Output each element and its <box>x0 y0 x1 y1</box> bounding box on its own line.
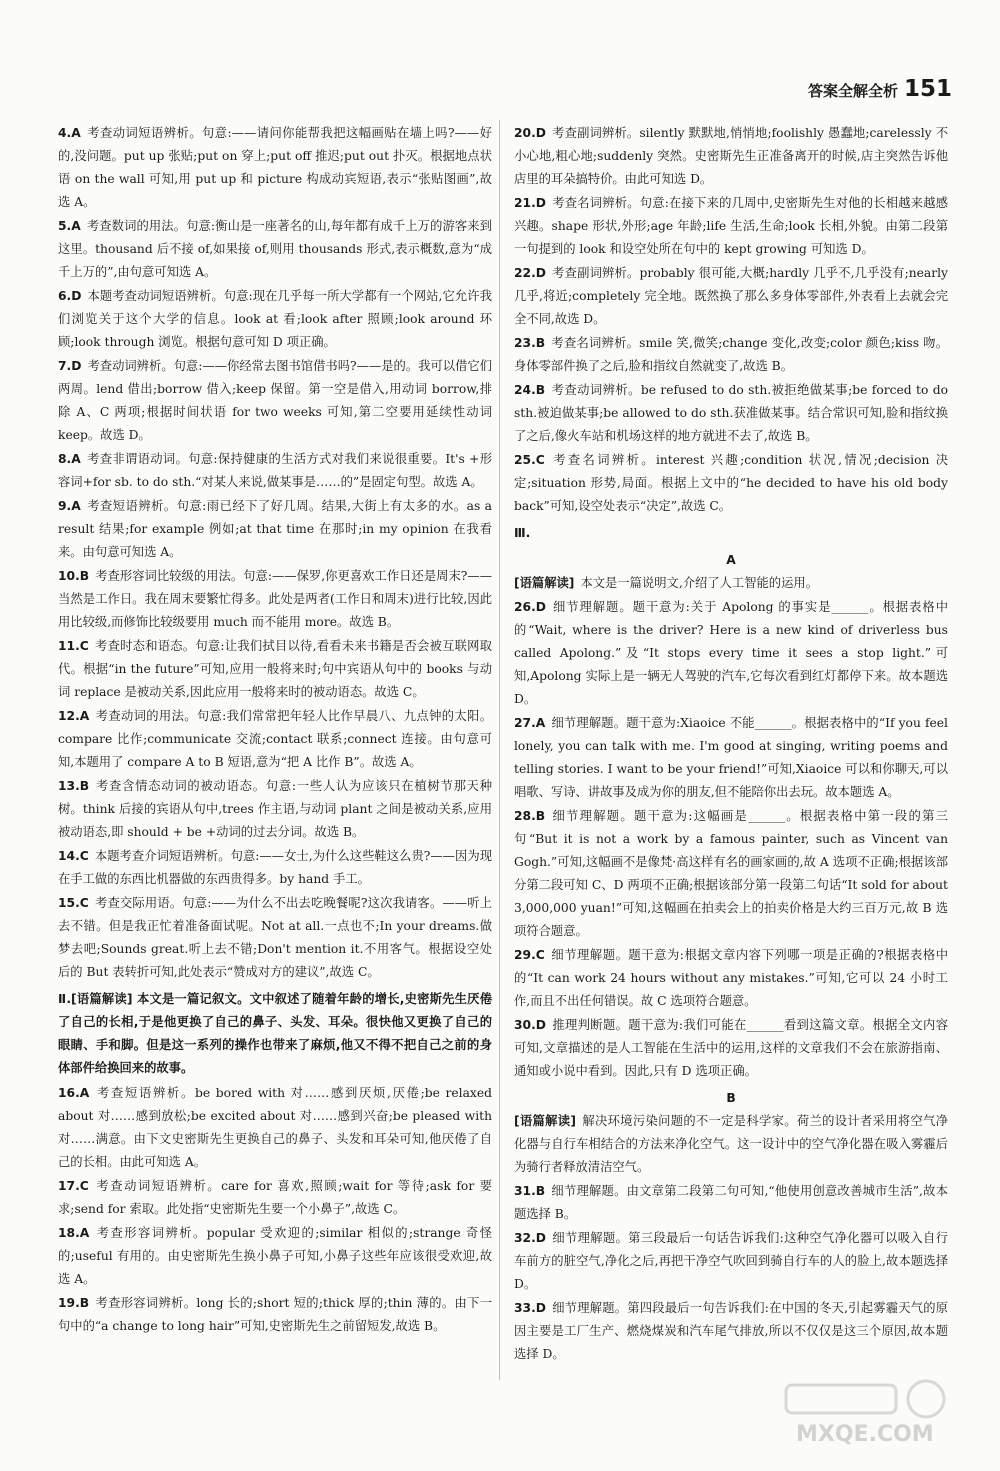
answer-explanation: 细节理解题。题干意为:关于 Apolong 的事实是______。根据表格中的“Wait, where is the driver? Here is a new kind of driverless bus called Apolong.”及“It stops every time it sees a stop light.”可知,Apolong 实际上是一辆无人驾驶的汽车,它每次看到红灯都停下来。故本题选 D。 <box>514 600 948 706</box>
answer-label: 9.A <box>58 499 81 513</box>
answer-item <box>58 705 492 774</box>
answer-item <box>514 449 948 518</box>
watermark-text: MXQE.COM <box>796 1422 934 1447</box>
answer-explanation: 考查形容词辨析。long 长的;short 短的;thick 厚的;thin 薄的。由下一句中的“a change to long hair”可知,史密斯先生之前留短发,故选 B。 <box>58 1296 492 1333</box>
answer-label: 25.C <box>514 453 545 467</box>
answer-explanation: 考查形容词比较级的用法。句意:——保罗,你更喜欢工作日还是周末?——当然是工作日。我在周末要繁忙得多。此处是两者(工作日和周末)进行比较,因此用比较级,而修饰比较级要用 much 而不能用 more。故选 B。 <box>58 569 492 629</box>
answer-label: 29.C <box>514 948 545 962</box>
answer-item <box>514 122 948 191</box>
passage-summary-text: 解决环境污染问题的不一定是科学家。荷兰的设计者采用将空气净化器与自行车相结合的方法来净化空气。这一设计中的空气净化器在吸入雾霾后为骑行者释放清洁空气。 <box>514 1114 948 1174</box>
answer-explanation: 本题考查介词短语辨析。句意:——女士,为什么这些鞋这么贵?——因为现在手工做的东西比机器做的东西贵得多。by hand 手工。 <box>58 849 492 886</box>
answer-explanation: 细节理解题。题干意为:Xiaoice 不能______。根据表格中的“If you feel lonely, you can talk with me. I'm good at singing, writing poems and telling stories. I want to be your friend!”可知,Xiaoice 可以和你聊天,可以唱歌、写诗、讲故事及成为你的朋友,但不能陪你出去玩。故本题选 A。 <box>514 716 948 799</box>
answer-explanation: 考查动词辨析。be refused to do sth.被拒绝做某事;be forced to do sth.被迫做某事;be allowed to do sth.获准做某事。结合常识可知,脸和指纹换了之后,像火车站和机场这样的地方就进不去了,故选 B。 <box>514 383 948 443</box>
answer-item <box>514 596 948 711</box>
answer-explanation: 推理判断题。题干意为:我们可能在______看到这篇文章。根据全文内容可知,文章描述的是人工智能在生活中的运用,这样的文章我们不会在旅游指南、通知或小说中看到。因此,只有 D 选项正确。 <box>514 1018 948 1078</box>
answer-explanation: 细节理解题。第三段最后一句话告诉我们:这种空气净化器可以吸入自行车前方的脏空气,净化之后,再把干净空气吹回到骑自行车的人的脸上,故本题选择 D。 <box>514 1231 948 1291</box>
answer-label: 23.B <box>514 336 546 350</box>
passage-summary-text: 本文是一篇说明文,介绍了人工智能的运用。 <box>580 576 818 590</box>
answer-label: 11.C <box>58 639 89 653</box>
answer-label: 21.D <box>514 196 546 210</box>
answer-label: 30.D <box>514 1018 546 1032</box>
answer-label: 20.D <box>514 126 546 140</box>
answer-explanation: 考查非谓语动词。句意:保持健康的生活方式对我们来说很重要。It's +形容词+for sb. to do sth.“对某人来说,做某事是……的”是固定句型。故选 A。 <box>58 452 492 489</box>
watermark-logo <box>776 1369 956 1449</box>
passage-summary <box>514 572 948 595</box>
answer-label: 33.D <box>514 1301 546 1315</box>
answer-label: 27.A <box>514 716 546 730</box>
answer-item <box>514 805 948 943</box>
answer-label: 24.B <box>514 383 546 397</box>
answer-label: 4.A <box>58 126 81 140</box>
answer-item <box>514 192 948 261</box>
answer-label: 12.A <box>58 709 90 723</box>
answer-explanation: 考查动词辨析。句意:——你经常去图书馆借书吗?——是的。我可以借它们两周。lend 借出;borrow 借入;keep 保留。第一空是借入,用动词 borrow,排除 A、C 两项;根据时间状语 for two weeks 可知,第二空要用延续性动词 keep。故选 D。 <box>58 359 492 442</box>
passage-heading: A <box>726 553 736 567</box>
answer-explanation: 考查数词的用法。句意:衡山是一座著名的山,每年都有成千上万的游客来到这里。thousand 后不接 of,如果接 of,则用 thousands 形式,表示概数,意为“成千上万的”,由句意可知选 A。 <box>58 219 492 279</box>
answer-label: 17.C <box>58 1179 89 1193</box>
answer-item <box>58 775 492 844</box>
answer-item <box>514 712 948 804</box>
answer-item <box>58 845 492 891</box>
passage-heading: B <box>726 1091 736 1105</box>
answer-explanation: 细节理解题。第四段最后一句告诉我们:在中国的冬天,引起雾霾天气的原因主要是工厂生产、燃烧煤炭和汽车尾气排放,所以不仅仅是这三个原因,故本题选择 D。 <box>514 1301 948 1361</box>
answer-item <box>58 635 492 704</box>
answer-explanation: 考查交际用语。句意:——为什么不出去吃晚餐呢?这次我请客。——听上去不错。但是我正忙着准备面试呢。Not at all.一点也不;In your dreams.做梦去吧;Sounds great.听上去不错;Don't mention it.不用客气。根据设空处后的 But 表转折可知,此处表示“赞成对方的建议”,故选 C。 <box>58 896 492 979</box>
answer-label: 7.D <box>58 359 82 373</box>
answer-item <box>58 495 492 564</box>
answer-explanation: 细节理解题。题干意为:根据文章内容下列哪一项是正确的?根据表格中的“It can work 24 hours without any mistakes.”可知,它可以 24 小时工作,而且不出任何错误。故 C 选项符合题意。 <box>514 948 948 1008</box>
answer-explanation: 细节理解题。题干意为:这幅画是______。根据表格中第一段的第三句“But it is not a work by a famous painter, such as Vincent van Gogh.”可知,这幅画不是像梵·高这样有名的画家画的,故 A 选项不正确;根据该部分第二段可知 C、D 两项不正确;根据该部分第一段第二句话“It sold for about 3,000,000 yuan!”可知,这幅画在拍卖会上的拍卖价格是大约三百万元,故 B 选项符合题意。 <box>514 809 948 938</box>
answer-item <box>514 1180 948 1226</box>
answer-item <box>58 1175 492 1221</box>
answer-label: 5.A <box>58 219 81 233</box>
answer-item <box>514 1227 948 1296</box>
answer-label: 16.A <box>58 1086 90 1100</box>
answer-explanation: 考查名词辨析。smile 笑,微笑;change 变化,改变;color 颜色;kiss 吻。身体零部件换了之后,脸和指纹自然就变了,故选 B。 <box>514 336 948 373</box>
answer-label: 14.C <box>58 849 89 863</box>
answer-label: 31.B <box>514 1184 546 1198</box>
answer-item <box>514 944 948 1013</box>
right-column <box>514 122 948 1367</box>
answer-explanation: 考查短语辨析。句意:雨已经下了好几周。结果,大街上有太多的水。as a result 结果;for example 例如;at that time 在那时;in my opinion 在我看来。由句意可知选 A。 <box>58 499 492 559</box>
page-header <box>808 76 952 102</box>
section-heading: Ⅱ.[语篇解读] 本文是一篇记叙文。文中叙述了随着年龄的增长,史密斯先生厌倦了自己的长相,于是他更换了自己的鼻子、头发、耳朵。很快他又更换了自己的眼睛、手和脚。但是这一系列的操作也带来了麻烦,他又不得不把自己之前的身体部件给换回来的故事。 <box>58 992 492 1075</box>
answer-item <box>58 892 492 984</box>
answer-explanation: 考查副词辨析。silently 默默地,悄悄地;foolishly 愚蠢地;carelessly 不小心地,粗心地;suddenly 突然。史密斯先生正准备离开的时候,店主突然告诉他店里的耳朵搞特价。由此可知选 D。 <box>514 126 948 186</box>
header-title: 答案全解全析 <box>807 82 898 100</box>
answer-explanation: 考查时态和语态。句意:让我们拭目以待,看看未来书籍是否会被互联网取代。根据“in the future”可知,应用一般将来时;句中宾语从句中的 books 与动词 replace 是被动关系,因此应用一般将来时的被动语态。故选 C。 <box>58 639 492 699</box>
answer-item <box>514 379 948 448</box>
answer-item <box>514 1297 948 1366</box>
answer-label: 19.B <box>58 1296 90 1310</box>
answer-explanation: 考查名词辨析。句意:在接下来的几周中,史密斯先生对他的长相越来越感兴趣。shape 形状,外形;age 年龄;life 生活,生命;look 长相,外貌。由第二段第一句提到的 look 和设空处所在句中的 kept growing 可知选 D。 <box>514 196 948 256</box>
answer-explanation: 细节理解题。由文章第二段第二句可知,“他使用创意改善城市生活”,故本题选择 B。 <box>514 1184 948 1221</box>
answer-explanation: 考查动词短语辨析。句意:——请问你能帮我把这幅画贴在墙上吗?——好的,没问题。put up 张贴;put on 穿上;put off 推迟;put out 扑灭。根据地点状语 on the wall 可知,用 put up 和 picture 构成动宾短语,表示“张贴图画”,故选 A。 <box>58 126 492 209</box>
answer-label: 18.A <box>58 1226 90 1240</box>
passage-summary-tag: [语篇解读] <box>514 1114 577 1128</box>
answer-explanation: 考查名词辨析。interest 兴趣;condition 状况,情况;decision 决定;situation 形势,局面。根据上文中的“he decided to have his old body back”可知,设空处表示“决定”,故选 C。 <box>514 453 948 513</box>
answer-label: 6.D <box>58 289 82 303</box>
answer-item <box>514 262 948 331</box>
answer-label: 32.D <box>514 1231 546 1245</box>
answer-item <box>58 355 492 447</box>
answer-item <box>58 565 492 634</box>
passage-summary-tag: [语篇解读] <box>514 576 575 590</box>
answer-item <box>514 332 948 378</box>
answer-explanation: 考查动词短语辨析。care for 喜欢,照顾;wait for 等待;ask for 要求;send for 索取。此处指“史密斯先生要一个小鼻子”,故选 C。 <box>58 1179 492 1216</box>
answer-explanation: 考查副词辨析。probably 很可能,大概;hardly 几乎不,几乎没有;nearly 几乎,将近;completely 完全地。既然换了那么多身体零部件,外表看上去就会完全不同,故选 D。 <box>514 266 948 326</box>
answer-item <box>58 215 492 284</box>
answer-label: 13.B <box>58 779 90 793</box>
column-divider <box>499 120 500 1380</box>
answer-explanation: 考查含情态动词的被动语态。句意:一些人认为应该只在植树节那天种树。think 后接的宾语从句中,trees 作主语,与动词 plant 之间是被动关系,应用被动语态,即 should + be +动词的过去分词。故选 B。 <box>58 779 492 839</box>
answer-explanation: 考查形容词辨析。popular 受欢迎的;similar 相似的;strange 奇怪的;useful 有用的。由史密斯先生换小鼻子可知,小鼻子这些年应该很受欢迎,故选 A。 <box>58 1226 492 1286</box>
answer-label: 22.D <box>514 266 546 280</box>
answer-label: 10.B <box>58 569 90 583</box>
answer-label: 26.D <box>514 600 546 614</box>
answer-label: 8.A <box>58 452 81 466</box>
answer-item <box>58 1082 492 1174</box>
answer-explanation: 考查动词的用法。句意:我们常常把年轻人比作早晨八、九点钟的太阳。compare 比作;communicate 交流;contact 联系;connect 连接。由句意可知,本题用了 compare A to B 短语,意为“把 A 比作 B”。故选 A。 <box>58 709 492 769</box>
answer-item <box>58 122 492 214</box>
passage-summary <box>514 1110 948 1179</box>
answer-explanation: 本题考查动词短语辨析。句意:现在几乎每一所大学都有一个网站,它允许我们浏览关于这个大学的信息。look at 看;look after 照顾;look around 环顾;look through 浏览。根据句意可知 D 项正确。 <box>58 289 492 349</box>
page-number: 151 <box>903 76 952 102</box>
answer-item <box>58 1292 492 1338</box>
answer-item <box>58 1222 492 1291</box>
answer-label: 28.B <box>514 809 546 823</box>
section-heading: Ⅲ. <box>514 526 531 540</box>
answer-explanation: 考查短语辨析。be bored with 对……感到厌烦,厌倦;be relaxed about 对……感到放松;be excited about 对……感到兴奋;be pleased with 对……满意。由下文史密斯先生更换自己的鼻子、头发和耳朵可知,他厌倦了自己的长相。由此可知选 A。 <box>58 1086 492 1169</box>
answer-item <box>58 285 492 354</box>
answer-label: 15.C <box>58 896 89 910</box>
answer-item <box>514 1014 948 1083</box>
left-column <box>58 122 492 1339</box>
answer-item <box>58 448 492 494</box>
